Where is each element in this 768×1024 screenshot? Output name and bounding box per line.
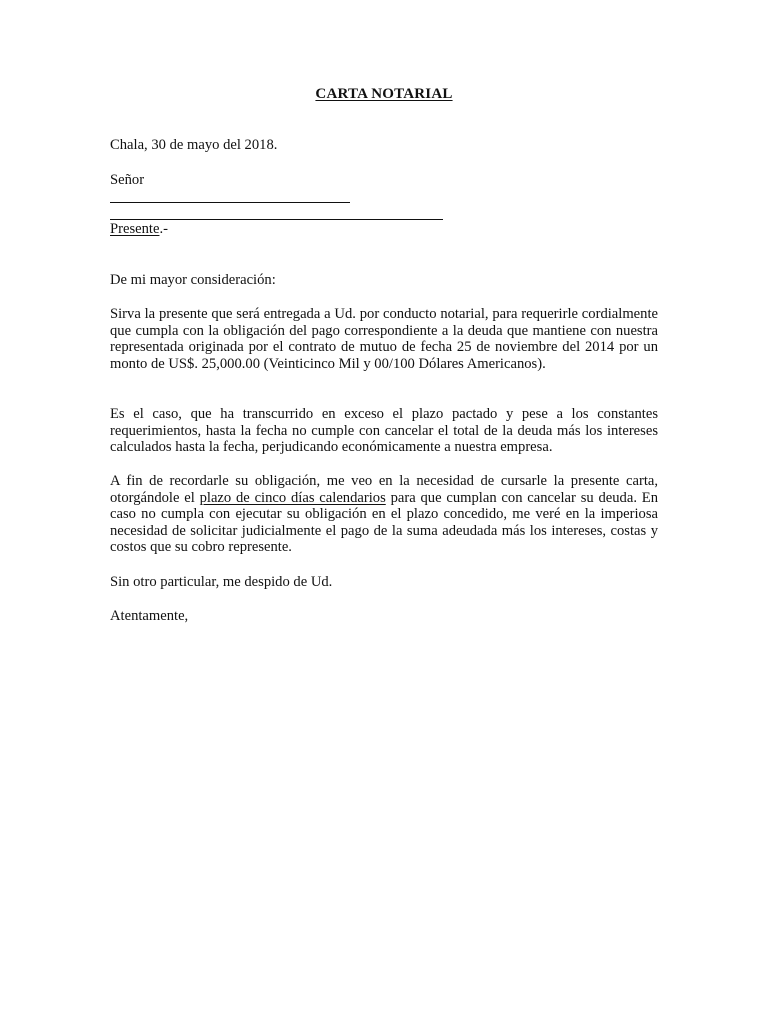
greeting: De mi mayor consideración: xyxy=(110,272,276,288)
document-title: CARTA NOTARIAL xyxy=(315,86,453,102)
paragraph-3-text-a: A fin de recordarle su obligación, me veo en la necesidad de cursarle la presente carta, otorgándole el xyxy=(110,473,658,506)
paragraph-1: Sirva la presente que será entregada a Ud. por conducto notarial, para requerirle cordialmente que cumpla con la obligación del pago correspondiente a la deuda que mantiene con nuestra representada originada por el contrato de mutuo de fecha 25 de noviembre del 2014 por un monto de US$. 25,000.00 (Veinticinco Mil y 00/100 Dólares Americanos). xyxy=(110,306,658,372)
deadline-phrase: plazo de cinco días calendarios xyxy=(199,489,386,506)
addressee-address-line xyxy=(110,219,443,220)
presente-line xyxy=(110,221,658,238)
addressee-label: Señor xyxy=(110,172,145,188)
paragraph-3 xyxy=(110,473,658,556)
farewell-line: Sin otro particular, me despido de Ud. xyxy=(110,574,333,590)
addressee-name-line xyxy=(110,202,350,203)
closing-line: Atentamente, xyxy=(110,608,189,624)
presente-suffix: .- xyxy=(159,221,168,237)
paragraph-2: Es el caso, que ha transcurrido en exceso el plazo pactado y pese a los constantes requerimientos, hasta la fecha no cumple con cancelar el total de la deuda más los intereses calculados hasta la fecha, perjudicando económicamente a nuestra empresa. xyxy=(110,406,658,456)
paragraph-3-text-b: para que cumplan con cancelar su deuda. En caso no cumpla con ejecutar su obligación en el plazo concedido, me veré en la imperiosa necesidad de solicitar judicialmente el pago de la suma adeudada más los intereses, costas y costos que su cobro represente. xyxy=(110,489,658,556)
date-line: Chala, 30 de mayo del 2018. xyxy=(110,137,278,153)
presente-label: Presente xyxy=(110,221,160,237)
